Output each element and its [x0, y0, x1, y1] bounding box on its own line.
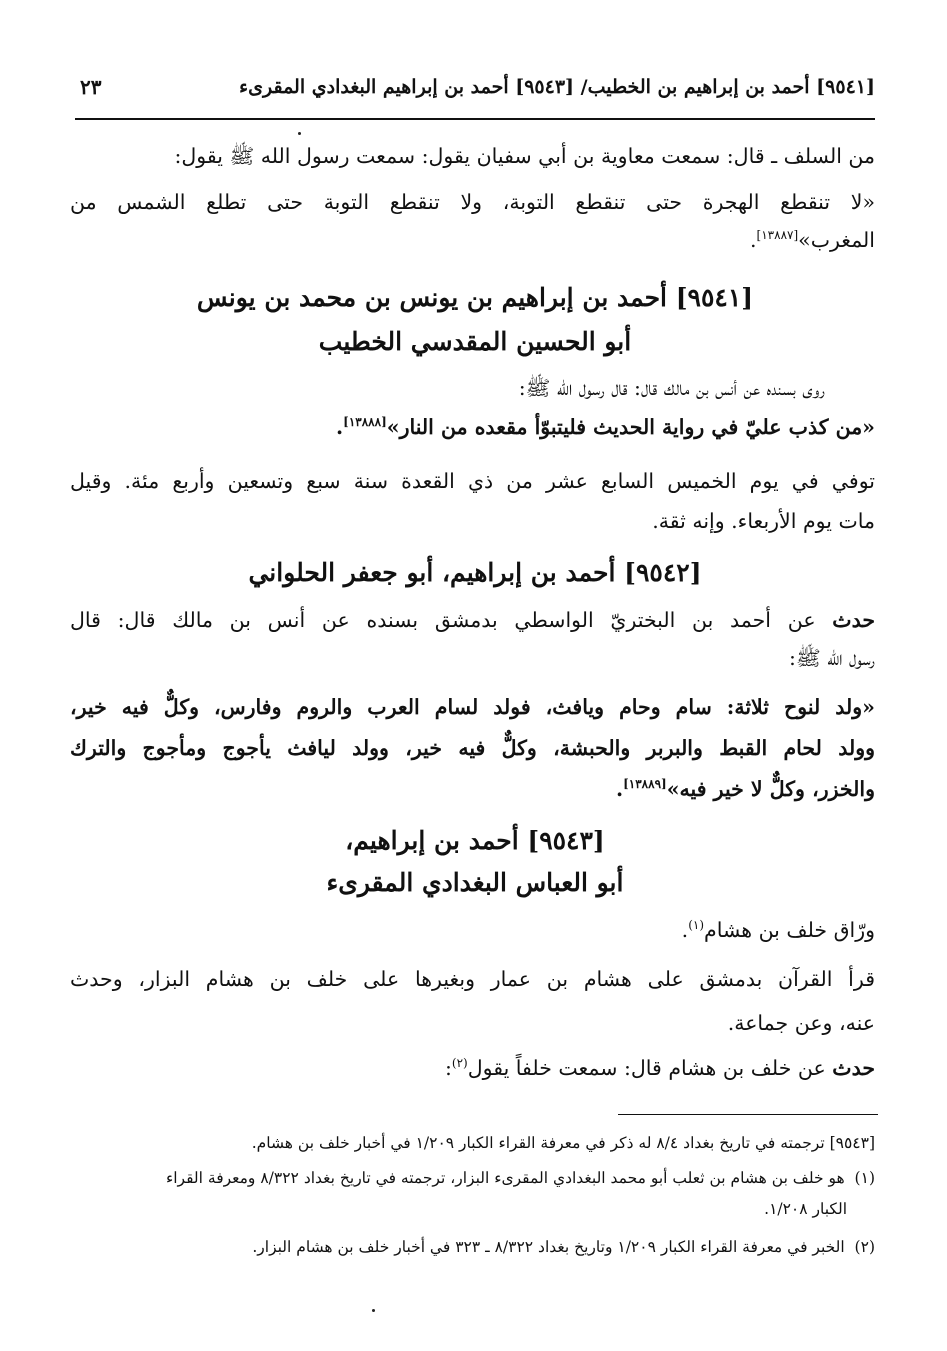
entry-9541-death-2: مات يوم الأربعاء. وإنه ثقة. [652, 509, 875, 533]
footnote-text: الخبر في معرفة القراء الكبار ١/٢٠٩ وتاريخ بغداد ٨/٣٢٢ ـ ٣٢٣ في أخبار خلف بن هشام البزار. [252, 1238, 845, 1256]
entry-9541-heading-2: أبو الحسين المقدسي الخطيب [318, 327, 632, 356]
intro-line-3 [70, 228, 875, 252]
period: . [750, 228, 757, 252]
colon: : [444, 1056, 452, 1080]
intro-line-2: «لا تنقطع الهجرة حتى تنقطع التوبة، ولا تنقطع التوبة حتى تطلع الشمس من [70, 190, 875, 214]
footnote-marker: (١) [854, 1169, 875, 1187]
header-rule [75, 118, 875, 120]
hadith-ref: [١٣٨٨٨] [343, 415, 387, 430]
page-number: ٢٣ [80, 75, 102, 99]
chain-text: عن أحمد بن البختريّ الواسطي بدمشق بسنده عن أنس بن مالك قال: قال [70, 608, 833, 632]
stray-mark [372, 1309, 375, 1312]
entry-9542-heading: [٩٥٤٢] أحمد بن إبراهيم، أبو جعفر الحلواني [248, 558, 702, 587]
footnote-1-cont: الكبار ١/٢٠٨. [764, 1200, 847, 1218]
entry-9542-line-2: رسول الله ﷺ: [789, 646, 875, 670]
entry-9542-hadith-1: «ولد لنوح ثلاثة: سام وحام ويافث، فولد لسام العرب والروم وفارس، وكلٌّ فيه خير، [70, 695, 875, 719]
footnote-9543: [٩٥٤٣] ترجمته في تاريخ بغداد ٨/٤ له ذكر في معرفة القراء الكبار ١/٢٠٩ في أخبار خلف بن هشام. [251, 1134, 875, 1152]
period: . [336, 415, 344, 439]
warraq-text: ورّاق خلف بن هشام [704, 918, 875, 942]
footnote-text: هو خلف بن هشام بن ثعلب أبو محمد البغدادي المقرىء البزار، ترجمته في تاريخ بغداد ٨/٣٢٢ ومعرفة القراء [165, 1169, 845, 1187]
period: . [681, 918, 689, 942]
footnote-1 [75, 1169, 875, 1187]
intro-line-1: من السلف ـ قال: سمعت معاوية بن أبي سفيان يقول: سمعت رسول الله ﷺ يقول: [174, 144, 875, 168]
entry-9541-death-1: توفي في يوم الخميس السابع عشر من ذي القعدة سنة سبع وتسعين وأربع مئة. وقيل [70, 469, 875, 493]
entry-9541-narration: روى بسنده عن أنس بن مالك قال: قال رسول الله ﷺ: [518, 376, 825, 400]
entry-9541-heading-1: [٩٥٤١] أحمد بن إبراهيم بن يونس بن محمد بن يونس [196, 283, 754, 312]
footnote-marker: (٢) [451, 1056, 468, 1071]
footnote-marker: (١) [688, 918, 705, 933]
haddath-word: حدث [832, 1056, 875, 1080]
intro-text: المغرب» [798, 228, 875, 252]
footnote-2 [75, 1238, 875, 1256]
period: . [615, 777, 624, 801]
running-head: [٩٥٤١] أحمد بن إبراهيم بن الخطيب/ [٩٥٤٣] أحمد بن إبراهيم البغدادي المقرىء [239, 76, 875, 98]
entry-9543-read-1: قرأ القرآن بدمشق على هشام بن عمار وبغيرها على خلف بن هشام البزار، وحدث [70, 967, 875, 991]
stray-mark [298, 132, 301, 135]
entry-9543-heading-2: أبو العباس البغدادي المقرىء [326, 868, 624, 897]
hadith-ref: [١٣٨٨٩] [623, 777, 667, 792]
entry-9542-hadith-2: وولد لحام القبط والبربر والحبشة، وكلٌّ فيه خير، وولد ليافث يأجوج ومأجوج والترك [70, 736, 875, 760]
footnote-rule [618, 1114, 878, 1115]
hadith-ref: [١٣٨٨٧] [756, 228, 799, 243]
footnote-marker: (٢) [854, 1238, 875, 1256]
entry-9543-read-2: عنه، وعن جماعة. [727, 1011, 875, 1035]
hadith-text: والخزر، وكلٌّ لا خير فيه» [666, 777, 875, 801]
entry-9542-line-1 [70, 608, 875, 632]
entry-9543-warraq [70, 918, 875, 942]
entry-9541-hadith [70, 415, 875, 439]
chain-text: عن خلف بن هشام قال: سمعت خلفاً يقول [467, 1056, 833, 1080]
entry-9543-last [70, 1056, 875, 1080]
haddath-word: حدث [832, 608, 875, 632]
entry-9543-heading-1: [٩٥٤٣] أحمد بن إبراهيم، [345, 826, 605, 855]
entry-9542-hadith-3 [70, 777, 875, 801]
hadith-text: «من كذب عليّ في رواية الحديث فليتبوّأ مقعده من النار» [386, 415, 875, 439]
